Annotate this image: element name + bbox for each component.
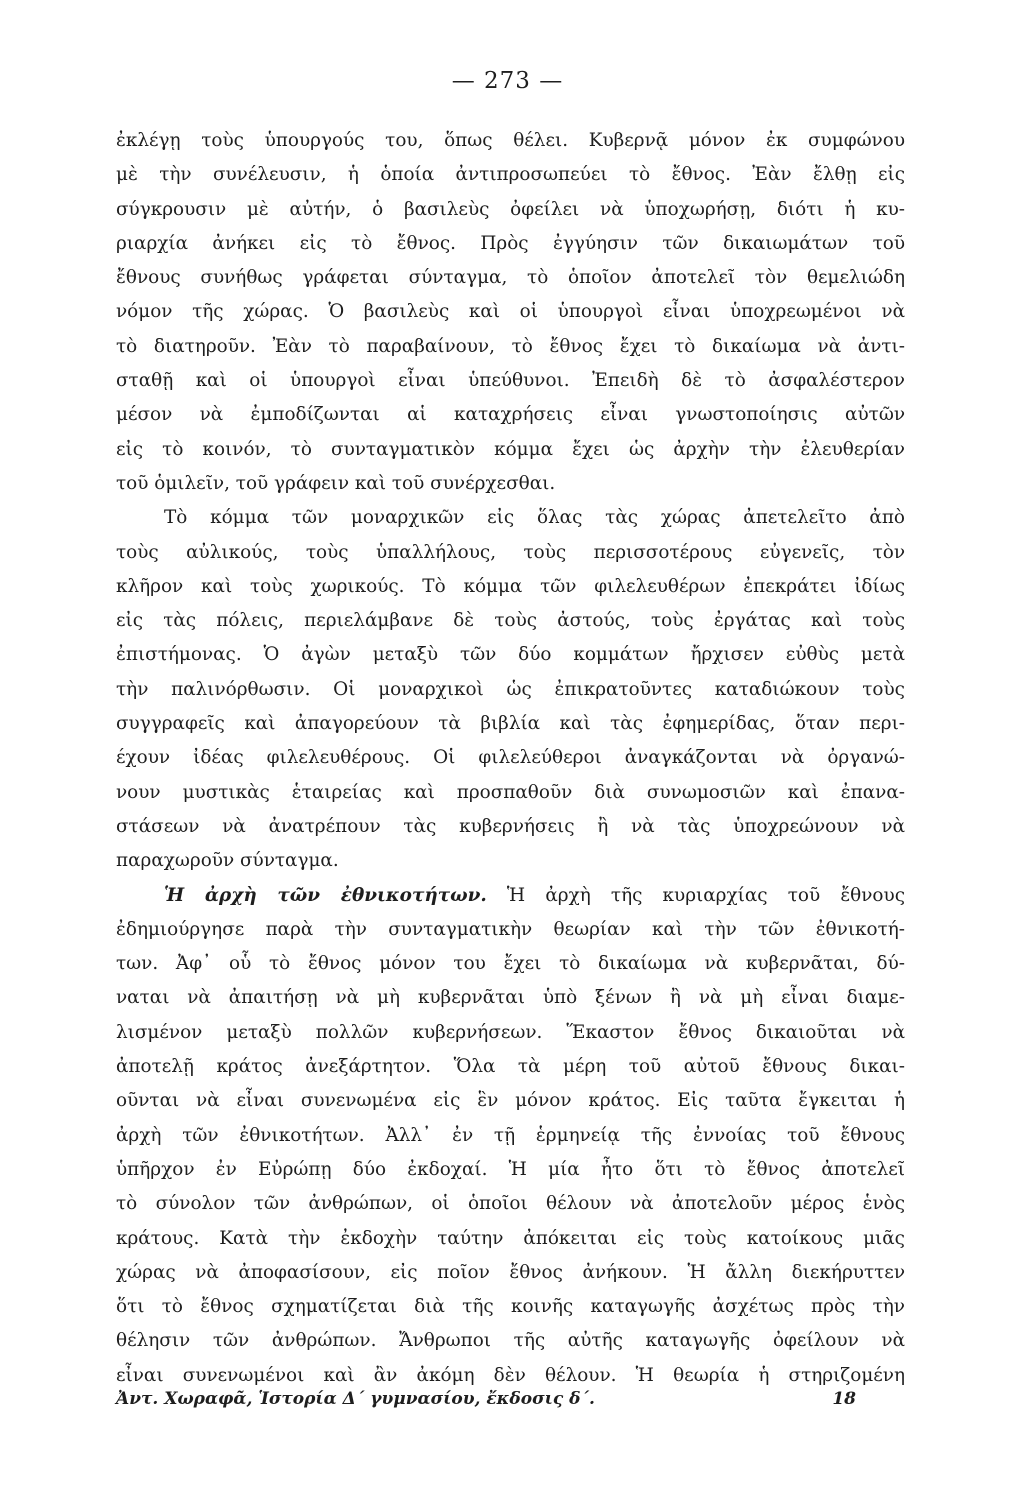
text-line: τοῦ ὁμιλεῖν, τοῦ γράφειν καὶ τοῦ συνέρχεσθαι. — [116, 472, 556, 494]
text-line: κράτους. Κατὰ τὴν ἐκδοχὴν ταύτην ἀπόκειται εἰς τοὺς κατοίκους μιᾶς — [116, 1227, 905, 1249]
text-line: ὑπῆρχον ἐν Εὐρώπῃ δύο ἐκδοχαί. Ἡ μία ἦτο ὅτι τὸ ἔθνος ἀποτελεῖ — [116, 1158, 905, 1180]
text-line: ριαρχία ἀνήκει εἰς τὸ ἔθνος. Πρὸς ἐγγύησιν τῶν δικαιωμάτων τοῦ — [116, 232, 905, 254]
text-line: εἰς τὸ κοινόν, τὸ συνταγματικὸν κόμμα ἔχει ὡς ἀρχὴν τὴν ἐλευθερίαν — [116, 438, 905, 460]
text-line: ἔθνους συνήθως γράφεται σύνταγμα, τὸ ὁποῖον ἀποτελεῖ τὸν θεμελιώδη — [116, 267, 905, 289]
text-span: Ἡ ἀρχὴ τῆς κυριαρχίας τοῦ ἔθνους — [506, 884, 905, 906]
text-line: έχουν ἰδέας φιλελευθέρους. Οἱ φιλελεύθεροι ἀναγκάζονται νὰ ὀργανώ- — [116, 747, 905, 769]
section-heading: Ἡ ἀρχὴ τῶν ἐθνικοτήτων. — [164, 884, 487, 906]
text-line: ἐκλέγῃ τοὺς ὑπουργούς του, ὅπως θέλει. Κυβερνᾷ μόνον ἐκ συμφώνου — [116, 130, 905, 151]
text-line: εἰς τὰς πόλεις, περιελάμβανε δὲ τοὺς ἀστούς, τοὺς ἐργάτας καὶ τοὺς — [116, 610, 905, 632]
text-line: ὅτι τὸ ἔθνος σχηματίζεται διὰ τῆς κοινῆς καταγωγῆς ἀσχέτως πρὸς τὴν — [116, 1296, 905, 1318]
text-line: ἀρχὴ τῶν ἐθνικοτήτων. Ἀλλ᾿ ἐν τῇ ἑρμηνείᾳ τῆς ἐννοίας τοῦ ἔθνους — [116, 1124, 905, 1146]
text-line: στάσεων νὰ ἀνατρέπουν τὰς κυβερνήσεις ἢ νὰ τὰς ὑποχρεώνουν νὰ — [116, 815, 905, 837]
footer-citation: Ἀντ. Χωραφᾶ, Ἱστορία Δ΄ γυμνασίου, ἔκδοσις δ΄. — [116, 1389, 595, 1409]
page-number: — 273 — — [451, 68, 564, 94]
page-footer — [116, 1389, 856, 1409]
text-line: εἶναι συνενωμένοι καὶ ἂν ἀκόμη δὲν θέλουν. Ἡ θεωρία ἡ στηριζομένη — [116, 1364, 905, 1386]
text-line: λισμένον μεταξὺ πολλῶν κυβερνήσεων. Ἕκαστον ἔθνος δικαιοῦται νὰ — [116, 1021, 905, 1043]
body-text — [116, 124, 905, 1393]
text-line: ἀποτελῇ κράτος ἀνεξάρτητον. Ὅλα τὰ μέρη τοῦ αὐτοῦ ἔθνους δικαι- — [116, 1056, 905, 1078]
text-line: σταθῇ καὶ οἱ ὑπουργοὶ εἶναι ὑπεύθυνοι. Ἐπειδὴ δὲ τὸ ἀσφαλέστερον — [116, 370, 905, 392]
text-line: θέλησιν τῶν ἀνθρώπων. Ἄνθρωποι τῆς αὐτῆς καταγωγῆς ὀφείλουν νὰ — [116, 1330, 905, 1352]
text-line: ἐδημιούργησε παρὰ τὴν συνταγματικὴν θεωρίαν καὶ τὴν τῶν ἐθνικοτή- — [116, 918, 905, 940]
text-line: Τὸ κόμμα τῶν μοναρχικῶν εἰς ὅλας τὰς χώρας ἀπετελεῖτο ἀπὸ — [164, 507, 905, 529]
text-line: μὲ τὴν συνέλευσιν, ἡ ὁποία ἀντιπροσωπεύει τὸ ἔθνος. Ἐὰν ἔλθῃ εἰς — [116, 164, 905, 186]
text-line: οῦνται νὰ εἶναι συνενωμένα εἰς ἓν μόνον κράτος. Εἰς ταῦτα ἔγκειται ἡ — [116, 1090, 905, 1112]
text-line: συγγραφεῖς καὶ ἀπαγορεύουν τὰ βιβλία καὶ τὰς ἐφημερίδας, ὅταν περι- — [116, 713, 905, 735]
text-line: ναται νὰ ἀπαιτήσῃ νὰ μὴ κυβερνᾶται ὑπὸ ξένων ἢ νὰ μὴ εἶναι διαμε- — [116, 987, 905, 1009]
text-line: τὴν παλινόρθωσιν. Οἱ μοναρχικοὶ ὡς ἐπικρατοῦντες καταδιώκουν τοὺς — [116, 678, 905, 700]
footer-signature-number: 18 — [832, 1389, 856, 1409]
text-line: νόμον τῆς χώρας. Ὁ βασιλεὺς καὶ οἱ ὑπουργοὶ εἶναι ὑποχρεωμένοι νὰ — [116, 301, 905, 323]
text-line: κλῆρον καὶ τοὺς χωρικούς. Τὸ κόμμα τῶν φιλελευθέρων ἐπεκράτει ἰδίως — [116, 575, 905, 597]
text-line: τοὺς αὐλικούς, τοὺς ὑπαλλήλους, τοὺς περισσοτέρους εὐγενεῖς, τὸν — [116, 541, 905, 563]
text-line: τὸ διατηροῦν. Ἐὰν τὸ παραβαίνουν, τὸ ἔθνος ἔχει τὸ δικαίωμα νὰ ἀντι- — [116, 335, 905, 357]
text-line: χώρας νὰ ἀποφασίσουν, εἰς ποῖον ἔθνος ἀνήκουν. Ἡ ἄλλη διεκήρυττεν — [116, 1261, 905, 1283]
text-line: νουν μυστικὰς ἑταιρείας καὶ προσπαθοῦν διὰ συνωμοσιῶν καὶ ἐπανα- — [116, 781, 905, 803]
text-line — [116, 879, 905, 913]
text-line: των. Ἀφ᾿ οὗ τὸ ἔθνος μόνον του ἔχει τὸ δικαίωμα νὰ κυβερνᾶται, δύ- — [116, 953, 905, 975]
text-line: ἐπιστήμονας. Ὁ ἀγὼν μεταξὺ τῶν δύο κομμάτων ἤρχισεν εὐθὺς μετὰ — [116, 644, 905, 666]
text-line: παραχωροῦν σύνταγμα. — [116, 850, 339, 872]
text-line: σύγκρουσιν μὲ αὐτήν, ὁ βασιλεὺς ὀφείλει νὰ ὑποχωρήσῃ, διότι ἡ κυ- — [116, 198, 905, 220]
text-line: μέσον νὰ ἐμποδίζωνται αἱ καταχρήσεις εἶναι γνωστοποίησις αὐτῶν — [116, 404, 905, 426]
text-line: τὸ σύνολον τῶν ἀνθρώπων, οἱ ὁποῖοι θέλουν νὰ ἀποτελοῦν μέρος ἑνὸς — [116, 1193, 905, 1215]
